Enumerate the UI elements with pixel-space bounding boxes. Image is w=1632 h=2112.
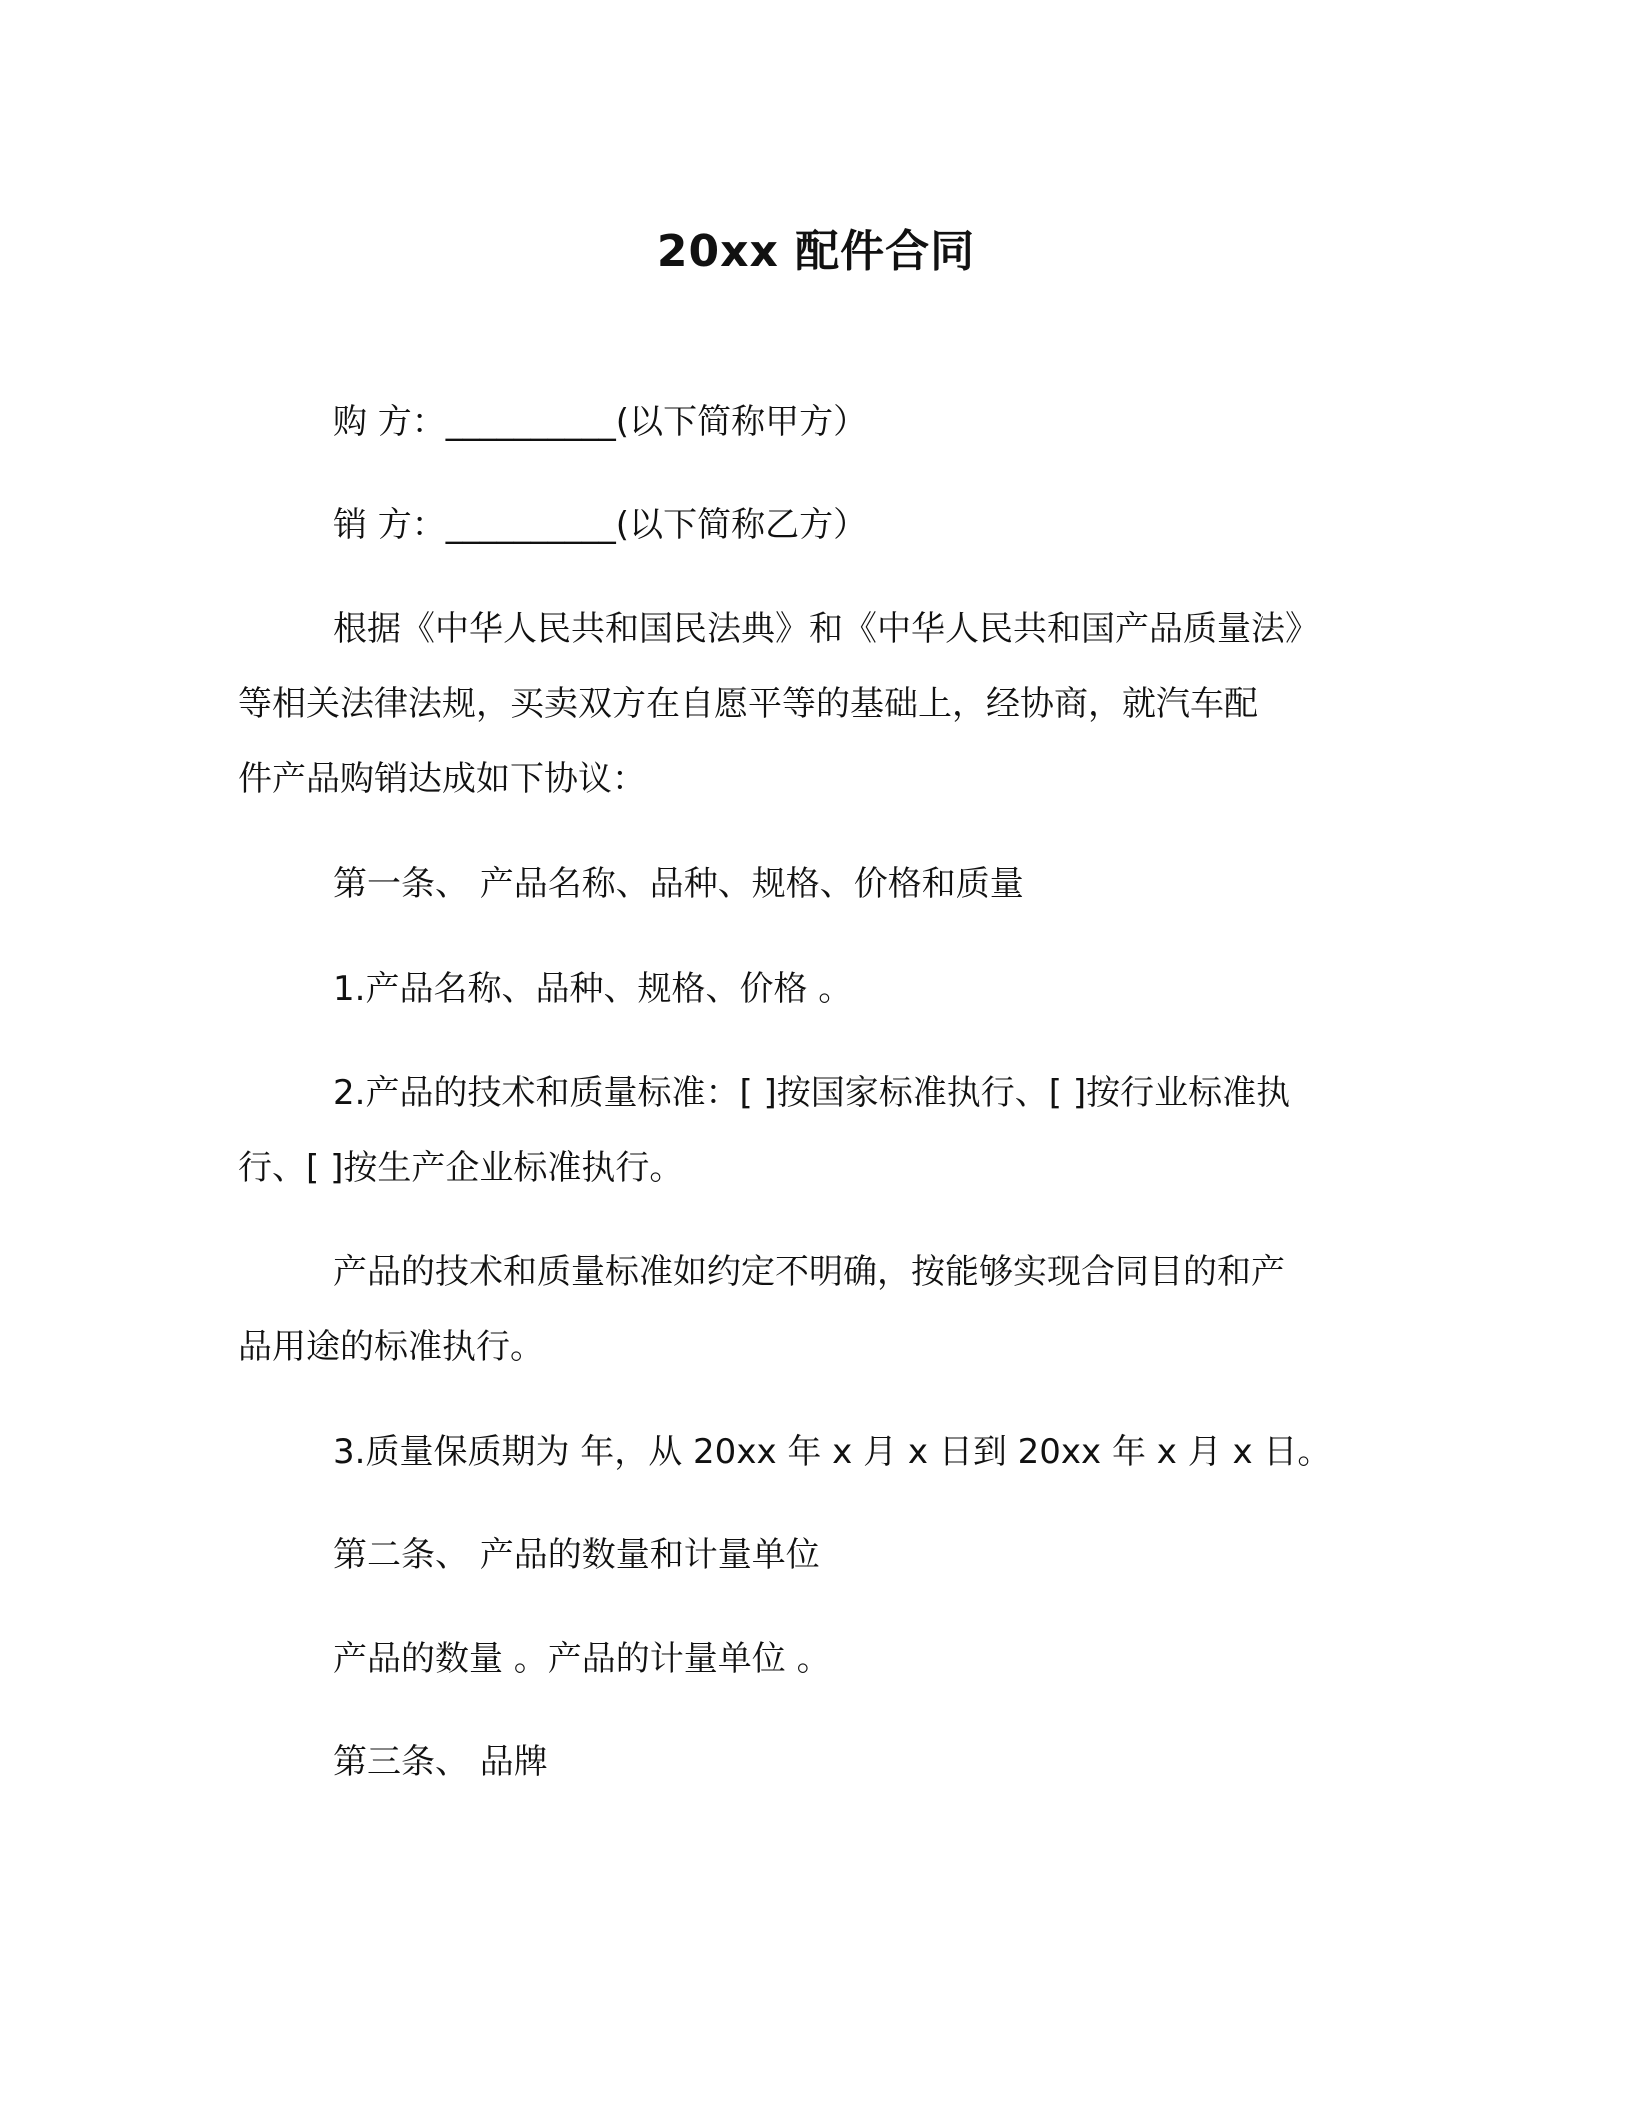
article-1-item-2-line-1: 2.产品的技术和质量标准：[ ]按国家标准执行、[ ]按行业标准执 [333, 1073, 1291, 1113]
intro-line-3: 件产品购销达成如下协议： [238, 759, 646, 799]
article-2-body: 产品的数量 。产品的计量单位 。 [333, 1639, 831, 1679]
buyer-line: 购 方：__________(以下简称甲方） [333, 402, 868, 442]
article-1-note-line-2: 品用途的标准执行。 [238, 1327, 544, 1367]
article-3-heading: 第三条、 品牌 [333, 1742, 548, 1782]
seller-line: 销 方：__________(以下简称乙方） [333, 505, 868, 545]
article-1-note-line-1: 产品的技术和质量标准如约定不明确，按能够实现合同目的和产 [333, 1252, 1285, 1292]
article-2-heading: 第二条、 产品的数量和计量单位 [333, 1535, 820, 1575]
article-1-item-2-line-2: 行、[ ]按生产企业标准执行。 [238, 1148, 684, 1188]
intro-line-2: 等相关法律法规，买卖双方在自愿平等的基础上，经协商，就汽车配 [238, 684, 1258, 724]
intro-line-1: 根据《中华人民共和国民法典》和《中华人民共和国产品质量法》 [333, 609, 1319, 649]
document-title: 20xx 配件合同 [656, 226, 976, 277]
article-1-item-3: 3.质量保质期为 年，从 20xx 年 x 月 x 日到 20xx 年 x 月 x 日。 [333, 1432, 1332, 1472]
article-1-heading: 第一条、 产品名称、品种、规格、价格和质量 [333, 864, 1024, 904]
article-1-item-1: 1.产品名称、品种、规格、价格 。 [333, 969, 853, 1009]
